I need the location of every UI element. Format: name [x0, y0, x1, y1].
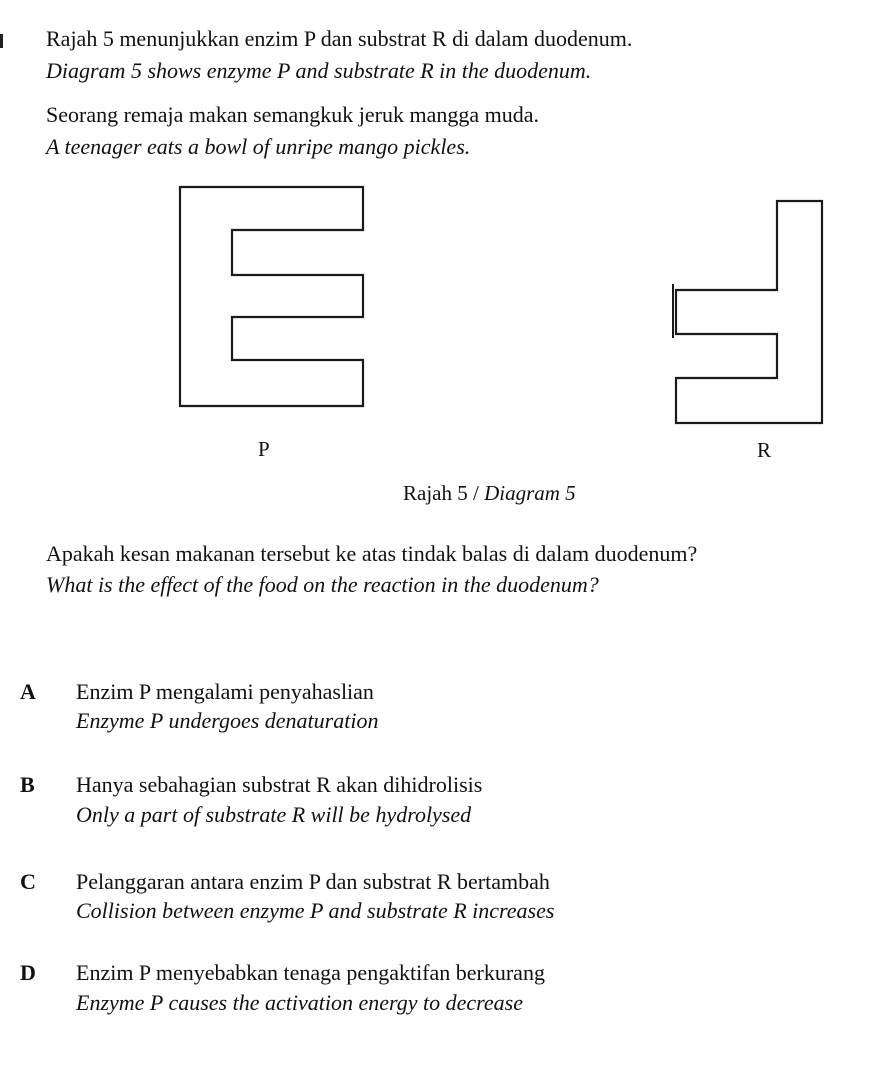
option-d-malay: Enzim P menyebabkan tenaga pengaktifan berkurang: [76, 960, 545, 985]
option-c-english: Collision between enzyme P and substrate R increases: [76, 898, 555, 923]
intro-line-1-malay: Rajah 5 menunjukkan enzim P dan substrat R di dalam duodenum.: [46, 26, 633, 51]
option-c-malay: Pelanggaran antara enzim P dan substrat R bertambah: [76, 869, 550, 894]
option-a-letter: A: [20, 679, 36, 704]
page-edge-mark: [0, 34, 3, 48]
diagram-caption-english: Diagram 5: [484, 481, 576, 505]
option-b-malay: Hanya sebahagian substrat R akan dihidrolisis: [76, 772, 483, 797]
question-malay: Apakah kesan makanan tersebut ke atas tindak balas di dalam duodenum?: [46, 541, 698, 566]
option-a-malay: Enzim P mengalami penyahaslian: [76, 679, 374, 704]
substrate-r-shape: [664, 192, 834, 432]
intro-line-1-english: Diagram 5 shows enzyme P and substrate R in the duodenum.: [46, 58, 592, 83]
enzyme-p-shape: [170, 180, 370, 415]
option-d-letter: D: [20, 960, 36, 985]
substrate-r-label: R: [757, 438, 772, 462]
diagram-caption-malay: Rajah 5 /: [403, 481, 479, 505]
enzyme-p-label: P: [258, 437, 270, 461]
question-english: What is the effect of the food on the reaction in the duodenum?: [46, 572, 599, 597]
intro-line-2-malay: Seorang remaja makan semangkuk jeruk mangga muda.: [46, 102, 540, 127]
option-d-english: Enzyme P causes the activation energy to decrease: [76, 990, 523, 1015]
option-b-english: Only a part of substrate R will be hydrolysed: [76, 802, 472, 827]
option-b-letter: B: [20, 772, 35, 797]
intro-line-2-english: A teenager eats a bowl of unripe mango pickles.: [46, 134, 471, 159]
option-a-english: Enzyme P undergoes denaturation: [76, 708, 379, 733]
diagram-caption: [403, 480, 576, 506]
option-c-letter: C: [20, 869, 36, 894]
